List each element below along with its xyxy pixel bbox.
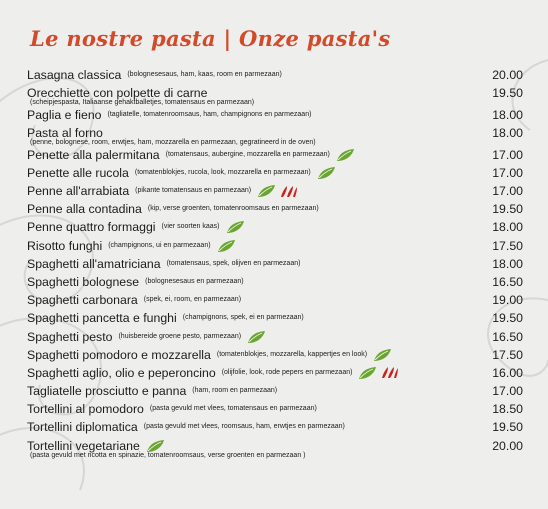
menu-item-name: Spaghetti all'amatriciana [27,256,161,271]
menu-item-price: 18.00 [492,256,523,271]
menu-item [27,148,523,166]
menu-item [27,439,523,463]
menu-item-description: (penne, bolognese, room, erwtjes, ham, mozzarella en parmezaan, gegratineerd in de oven) [30,138,316,146]
menu-item-icons [146,439,165,453]
menu-item-line [27,311,523,325]
menu-item [27,86,523,108]
menu-item-icons [358,366,399,380]
menu-item [27,257,523,275]
leaf-icon [247,330,266,344]
menu-item-description: (pasta gevuld met vlees, roomsaus, ham, erwtjes en parmezaan) [143,423,345,431]
menu-item-description: (spek, ei, room, en parmezaan) [143,296,242,304]
menu-item-price: 20.00 [492,68,523,82]
menu-item-name: Tagliatelle prosciutto e panna [27,384,187,399]
leaf-icon [358,366,377,380]
menu-item [27,68,523,86]
menu-item-price: 16.50 [492,329,523,344]
menu-item-description: (pasta gevuld met vlees, tomatensaus en parmezaan) [149,405,317,413]
leaf-icon [317,166,336,180]
menu-item-name: Risotto funghi [27,238,103,253]
menu-item-name: Spaghetti pancetta e funghi [27,311,177,326]
menu-item-line [27,330,523,344]
menu-item-description: (champignons, spek, ei en parmezaan) [182,314,304,322]
menu-item-price: 19.00 [492,293,523,308]
menu-item-description: (bolognesesaus en parmezaan) [145,277,244,285]
menu-item-price: 17.00 [492,147,523,162]
menu-item-name: Spaghetti pomodoro e mozzarella [27,347,211,362]
menu-item-line [27,402,523,416]
menu-item-line [27,293,523,307]
menu-item-line [27,348,523,362]
menu-item [27,220,523,238]
menu-item-icons [257,184,298,198]
menu-item [27,108,523,126]
menu-item-description: (bolognesesaus, ham, kaas, room en parmezaan) [127,71,282,78]
menu-item-line [27,439,523,453]
menu-item-line [27,108,523,122]
menu-item [27,366,523,384]
menu-item-description: (tomatensaus, aubergine, mozzarella en parmezaan) [165,150,330,158]
menu-item-icons [336,148,355,162]
menu-item-price: 17.00 [492,184,523,199]
menu-item-name: Pasta al forno [27,125,103,140]
chili-pepper-icon [278,185,298,198]
menu-item-line [27,420,523,434]
menu-item-icons [226,220,245,234]
leaf-icon [146,439,165,453]
menu-item-description: (tomatensaus, spek, olijven en parmezaan) [166,259,301,267]
menu-item-name: Tortellini vegetariane [27,438,140,453]
menu-item-price: 18.00 [492,107,523,122]
menu-item-price: 19.50 [492,311,523,326]
menu-item-description: (kip, verse groenten, tomatenroomsaus en parmezaan) [147,205,319,213]
menu-item-price: 19.50 [492,202,523,217]
menu-item [27,420,523,438]
menu-item-line [27,366,523,380]
menu-item [27,348,523,366]
menu-item-description: (ham, room en parmezaan) [192,387,278,395]
menu-item-description: (tagliatelle, tomatenroomsaus, ham, champignons en parmezaan) [107,110,312,118]
menu-item-line [27,220,523,234]
menu-item-name: Spaghetti pesto [27,329,113,344]
menu-item-description: (vier soorten kaas) [161,223,220,231]
menu-item-description: (huisbereide groene pesto, parmezaan) [118,332,242,340]
menu-item [27,275,523,293]
menu-item-price: 18.00 [492,220,523,235]
menu-item-description: (tomatenblokjes, mozzarella, kappertjes en look) [216,350,368,358]
menu-item [27,402,523,420]
menu-item-line [27,86,523,100]
leaf-icon [226,220,245,234]
menu-item-name: Penne all'arrabiata [27,184,130,199]
menu-item-line [27,68,523,82]
leaf-icon [336,148,355,162]
menu-item [27,330,523,348]
menu-item-price: 17.00 [492,165,523,180]
menu-item [27,202,523,220]
menu-item-price: 16.50 [492,274,523,289]
menu-item-name: Paglia e fieno [27,107,102,122]
menu-item-line [27,202,523,216]
menu-item-line [27,148,523,162]
menu-item-price: 17.00 [492,384,523,399]
menu-item-line [27,166,523,180]
pasta-menu-list [27,68,523,463]
menu-item [27,166,523,184]
menu-item-name: Penne quattro formaggi [27,220,156,235]
menu-item-price: 19.50 [492,420,523,435]
menu-item-price: 20.00 [492,438,523,453]
menu-item-name: Penne alla contadina [27,202,142,217]
menu-item-name: Penette alle rucola [27,165,129,180]
menu-item-price: 18.50 [492,402,523,417]
menu-item-line [27,275,523,289]
menu-item-line [27,384,523,398]
menu-item-icons [373,348,392,362]
menu-item [27,184,523,202]
menu-item-price: 18.00 [492,125,523,140]
menu-item-description: (tomatenblokjes, rucola, look, mozzarella en parmezaan) [134,168,311,176]
menu-item-name: Penette alla palermitana [27,147,160,162]
menu-item-price: 17.50 [492,347,523,362]
menu-item-price: 17.50 [492,238,523,253]
menu-item [27,311,523,329]
menu-item-price: 19.50 [492,86,523,101]
menu-item-description: (pikante tomatensaus en parmezaan) [135,187,252,195]
menu-item-icons [247,330,266,344]
menu-item-name: Spaghetti aglio, olio e peperoncino [27,365,216,380]
menu-item-line [27,184,523,198]
menu-item-line [27,257,523,271]
menu-item-icons [317,166,336,180]
menu-item-name: Lasagna classica [27,68,122,82]
menu-item-description: (pasta gevuld met ricotta en spinazie, tomatenroomsaus, verse groenten en parmezaan ) [30,451,306,459]
menu-item [27,126,523,148]
leaf-icon [373,348,392,362]
menu-item-description: (scheipjespasta, Italiaanse gehaktballetjes, tomatensaus en parmezaan) [30,99,255,107]
menu-item-name: Orecchiette con polpette di carne [27,86,208,101]
menu-item-name: Tortellini diplomatica [27,420,138,435]
menu-item-line [27,239,523,253]
menu-item-name: Tortellini al pomodoro [27,402,144,417]
menu-item-icons [217,239,236,253]
page-title: Le nostre pasta | Onze pasta's [30,26,391,51]
leaf-icon [257,184,276,198]
menu-item [27,239,523,257]
menu-item-name: Spaghetti bolognese [27,274,140,289]
chili-pepper-icon [379,366,399,379]
menu-item-description: (olijfolie, look, rode pepers en parmezaan) [221,368,353,376]
menu-item-name: Spaghetti carbonara [27,293,138,308]
menu-item [27,293,523,311]
menu-item-line [27,126,523,140]
menu-item [27,384,523,402]
leaf-icon [217,239,236,253]
menu-item-description: (champignons, ui en parmezaan) [108,241,211,249]
menu-item-price: 16.00 [492,365,523,380]
